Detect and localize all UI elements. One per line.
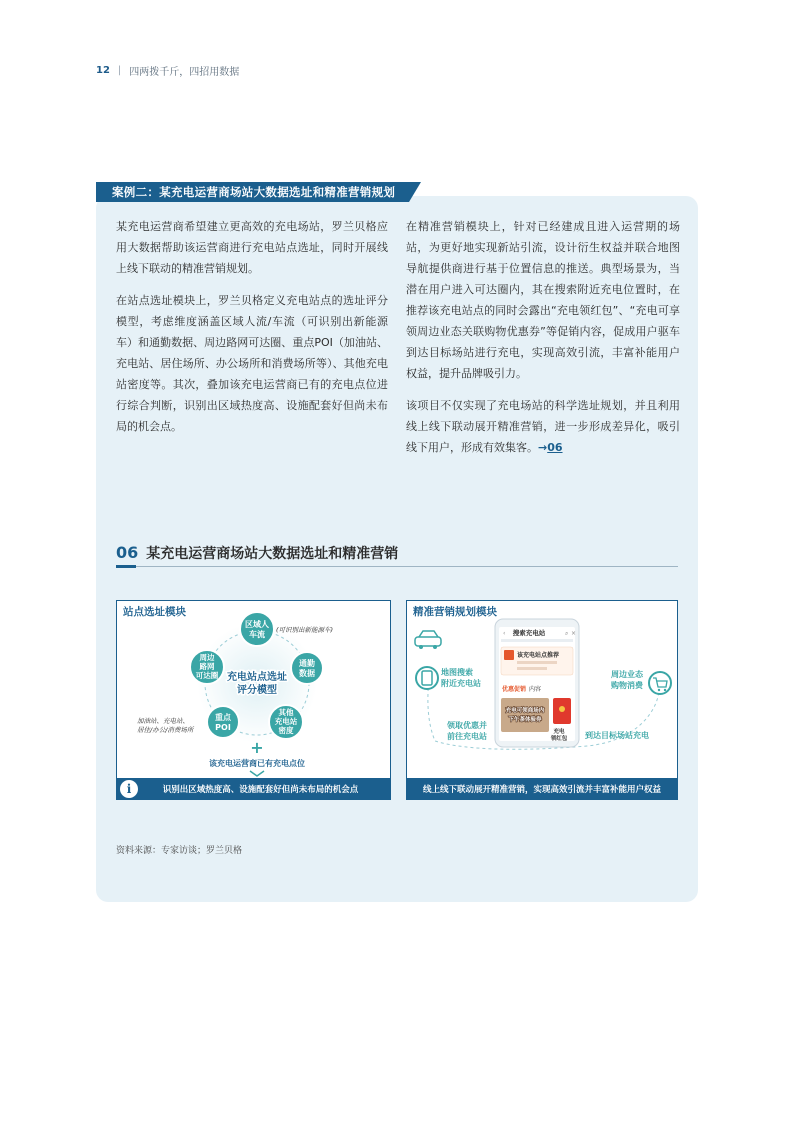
back-icon: ‹	[503, 630, 506, 637]
page-number: 12	[96, 65, 110, 76]
banner-image	[501, 698, 549, 732]
node-commute	[291, 652, 323, 684]
step-map-search-line1: 地图搜索	[441, 668, 473, 677]
svg-text:数据: 数据	[299, 669, 315, 678]
arrow-right-icon: →	[538, 441, 548, 454]
node-key-poi	[207, 706, 239, 738]
node-other-stations	[269, 705, 303, 739]
step-shopping-line2: 购物消费	[611, 681, 643, 690]
step-shopping-line1: 周边业态	[611, 670, 643, 679]
shopping-cart-icon	[649, 672, 671, 694]
svg-text:周边: 周边	[199, 653, 215, 662]
figure-reference-link[interactable]: 06	[547, 441, 563, 454]
site-selection-panel	[116, 600, 391, 800]
svg-text:通勤: 通勤	[299, 659, 315, 668]
case-right-column	[406, 216, 680, 469]
phone-mockup	[495, 619, 579, 747]
node-road-network	[190, 650, 224, 684]
step-arrive-charge: 到达目标场站充电	[585, 731, 649, 740]
svg-text:密度: 密度	[278, 726, 294, 735]
precision-marketing-conclusion: 线上线下联动展开精准营销，实现高效引流并丰富补能用户权益	[422, 785, 661, 795]
model-center-line1: 充电站点选址	[227, 672, 287, 683]
coupon-tag: 优惠促销	[502, 686, 527, 693]
node-people-traffic	[240, 612, 274, 646]
banner-line1: 充电可领商场内	[505, 708, 545, 714]
case-study-title: 案例二：某充电运营商场站大数据选址和精准营销规划	[96, 182, 409, 202]
station-marker-icon	[504, 650, 514, 660]
note-poi-line2: 居住/办公/消费场所	[137, 726, 194, 734]
redpacket-line1: 充电	[553, 729, 565, 735]
case-paragraph: 某充电运营商希望建立更高效的充电场站，罗兰贝格应用大数据帮助该运营商进行充电站点选址，同时开展线上线下联动的精准营销规划。	[116, 220, 388, 275]
svg-text:区域人: 区域人	[245, 620, 269, 629]
car-icon	[415, 631, 441, 649]
section-title: 四两拨千斤，四招用数据	[129, 67, 240, 78]
existing-points-label: 该充电运营商已有充电点位	[209, 759, 305, 768]
phone-station-name: 该充电站点推荐	[517, 652, 560, 659]
svg-text:重点: 重点	[215, 713, 231, 722]
precision-marketing-label: 精准营销规划模块	[413, 606, 497, 618]
svg-text:路网: 路网	[199, 662, 215, 671]
figure-title	[116, 543, 398, 563]
coupon-content: 内容	[529, 686, 542, 693]
step-map-search-line2: 附近充电站	[441, 679, 481, 688]
site-selection-diagram	[117, 601, 392, 801]
case-paragraph	[406, 395, 680, 458]
figure-number: 06	[116, 543, 139, 562]
model-center-line2: 评分模型	[237, 685, 277, 696]
svg-text:其他: 其他	[278, 708, 294, 717]
banner-line2: 下午茶体验券	[508, 717, 542, 723]
note-new-energy: (可识别出新能源车)	[276, 626, 334, 634]
source-note: 资料来源：专家访谈；罗兰贝格	[116, 846, 243, 856]
step-coupon-line2: 前往充电站	[447, 732, 487, 741]
info-icon: i	[120, 780, 138, 798]
figure-rule-accent	[116, 565, 136, 568]
note-poi-line1: 加油站、充电站、	[137, 717, 189, 725]
case-paragraph-text: 该项目不仅实现了充电场站的科学选址规划，并且利用线上线下联动展开精准营销，进一步形成差异化，吸引线下用户，形成有效集客。	[406, 399, 680, 454]
case-left-column	[116, 216, 388, 448]
figure-rule	[116, 566, 678, 567]
step-coupon-line1: 领取优惠并	[447, 721, 487, 730]
phone-search-title: 搜索充电站	[512, 629, 546, 637]
redpacket-line2: 领红包	[550, 736, 568, 742]
site-selection-footer	[116, 778, 391, 800]
figure-caption: 某充电运营商场站大数据选址和精准营销	[146, 546, 399, 562]
marketing-diagram	[407, 601, 679, 801]
map-search-icon	[416, 667, 438, 689]
case-paragraph: 在精准营销模块上，针对已经建成且进入运营期的场站，为更好地实现新站引流，设计衍生权益并联合地图导航提供商进行基于位置信息的推送。典型场景为，当潜在用户进入可达圈内，其在搜索附近充电位置时，在推荐该充电站点的同时会露出“充电领红包”、“充电可享领周边业态关联购物优惠券”等促销内容，促成用户驱车到达目标场站进行充电，实现高效引流，丰富补能用户权益，提升品牌吸引力。	[406, 220, 680, 380]
header-separator: |	[117, 65, 122, 76]
svg-text:充电站: 充电站	[274, 717, 298, 726]
precision-marketing-footer	[406, 778, 678, 800]
plus-icon: +	[250, 738, 264, 757]
svg-text:POI: POI	[215, 723, 231, 732]
running-header	[96, 63, 239, 78]
svg-text:车流: 车流	[249, 630, 265, 639]
case-paragraph: 在站点选址模块上，罗兰贝格定义充电站点的选址评分模型，考虑维度涵盖区域人流/车流（可识别出新能源车）和通勤数据、周边路网可达圈、重点POI（加油站、充电站、居住场所、办公场所和消费场所等）、其他充电站密度等。其次，叠加该充电运营商已有的充电点位进行综合判断，识别出区域热度高、设施配套好但尚未布局的机会点。	[116, 294, 388, 433]
site-selection-conclusion: 识别出区域热度高、设施配套好但尚未布局的机会点	[162, 785, 359, 795]
close-icon: ×	[571, 630, 577, 637]
search-icon: ⌕	[565, 630, 569, 637]
precision-marketing-panel	[406, 600, 678, 800]
site-selection-label: 站点选址模块	[123, 606, 186, 618]
svg-text:可达圈: 可达圈	[195, 671, 219, 680]
chevron-down-icon	[250, 771, 264, 776]
